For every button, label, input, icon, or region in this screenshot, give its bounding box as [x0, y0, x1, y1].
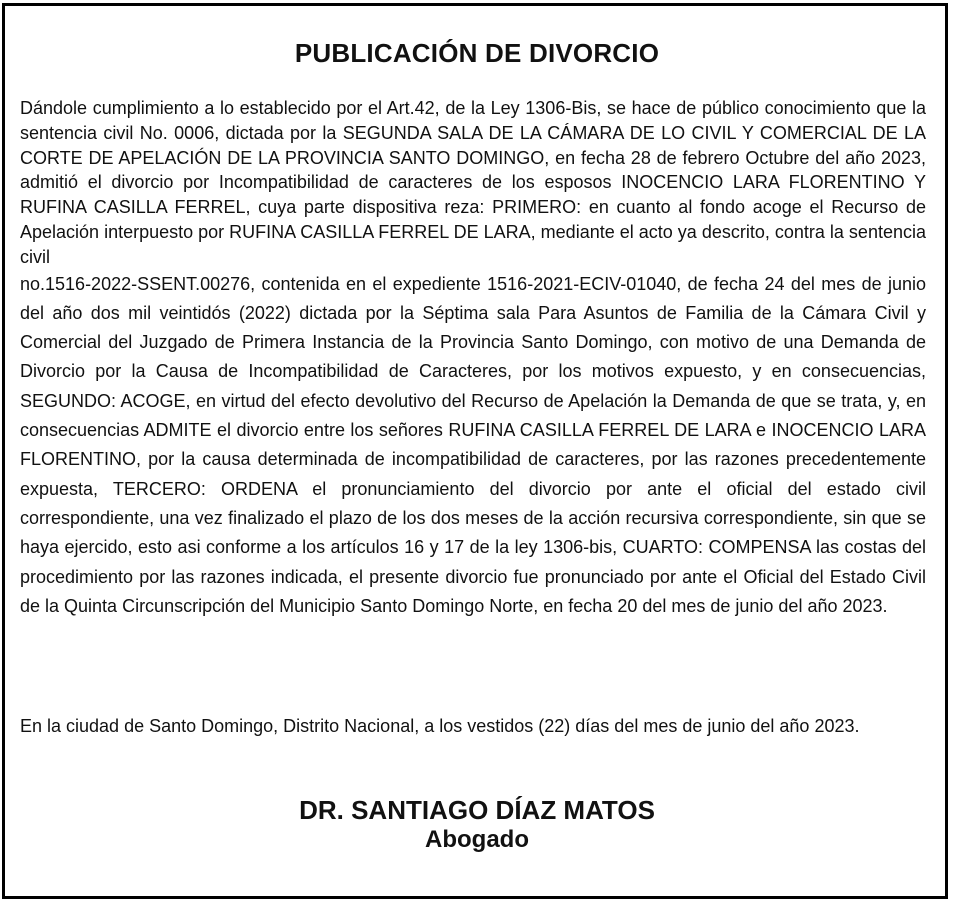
body-paragraph-part-b: no.1516-2022-SSENT.00276, contenida en el expediente 1516-2021-ECIV-01040, de fecha 24 del mes de junio del año dos mil veintidós (2022) dictada por la Séptima sala Para Asuntos de Familia de la Cámara Civil y Comercial del Juzgado de Primera Instancia de la Provincia Santo Domingo, con motivo de una Demanda de Divorcio por la Causa de Incompatibilidad de Caracteres, por los motivos expuesto, y en consecuencias, SEGUNDO: ACOGE, en virtud del efecto devolutivo del Recurso de Apelación la Demanda de que se trata, y, en consecuencias ADMITE el divorcio entre los señores RUFINA CASILLA FERREL DE LARA e INOCENCIO LARA FLORENTINO, por la causa determinada de incompatibilidad de caracteres, por las razones precedentemente expuesta, TERCERO: ORDENA el pronunciamiento del divorcio por ante el oficial del estado civil correspondiente, una vez finalizado el plazo de los dos meses de la acción recursiva correspondiente, sin que se haya ejercido, esto asi conforme a los artículos 16 y 17 de la ley 1306-bis, CUARTO: COMPENSA las costas del procedimiento por las razones indicada, el presente divorcio fue pronunciado por ante el Oficial del Estado Civil de la Quinta Circunscripción del Municipio Santo Domingo Norte, en fecha 20 del mes de junio del año 2023. — [20, 273, 926, 616]
closing-paragraph: En la ciudad de Santo Domingo, Distrito Nacional, a los vestidos (22) días del mes de junio del año 2023. — [20, 716, 860, 736]
signer-role: Abogado — [425, 826, 529, 853]
notice-title: PUBLICACIÓN DE DIVORCIO — [294, 38, 660, 68]
signature-block — [0, 795, 954, 855]
signer-name: DR. SANTIAGO DÍAZ MATOS — [299, 795, 655, 825]
body-paragraph-part-a: Dándole cumplimiento a lo establecido por el Art.42, de la Ley 1306-Bis, se hace de público conocimiento que la sentencia civil No. 0006, dictada por la SEGUNDA SALA DE LA CÁMARA DE LO CIVIL Y COMERCIAL DE LA CORTE DE APELACIÓN DE LA PROVINCIA SANTO DOMINGO, en fecha 28 de febrero Octubre del año 2023, admitió el divorcio por Incompatibilidad de caracteres de los esposos INOCENCIO LARA FLORENTINO Y RUFINA CASILLA FERREL, cuya parte dispositiva reza: PRIMERO: en cuanto al fondo acoge el Recurso de Apelación interpuesto por RUFINA CASILLA FERREL DE LARA, mediante el acto ya descrito, contra la sentencia civil — [20, 98, 926, 267]
notice-body — [20, 96, 926, 621]
